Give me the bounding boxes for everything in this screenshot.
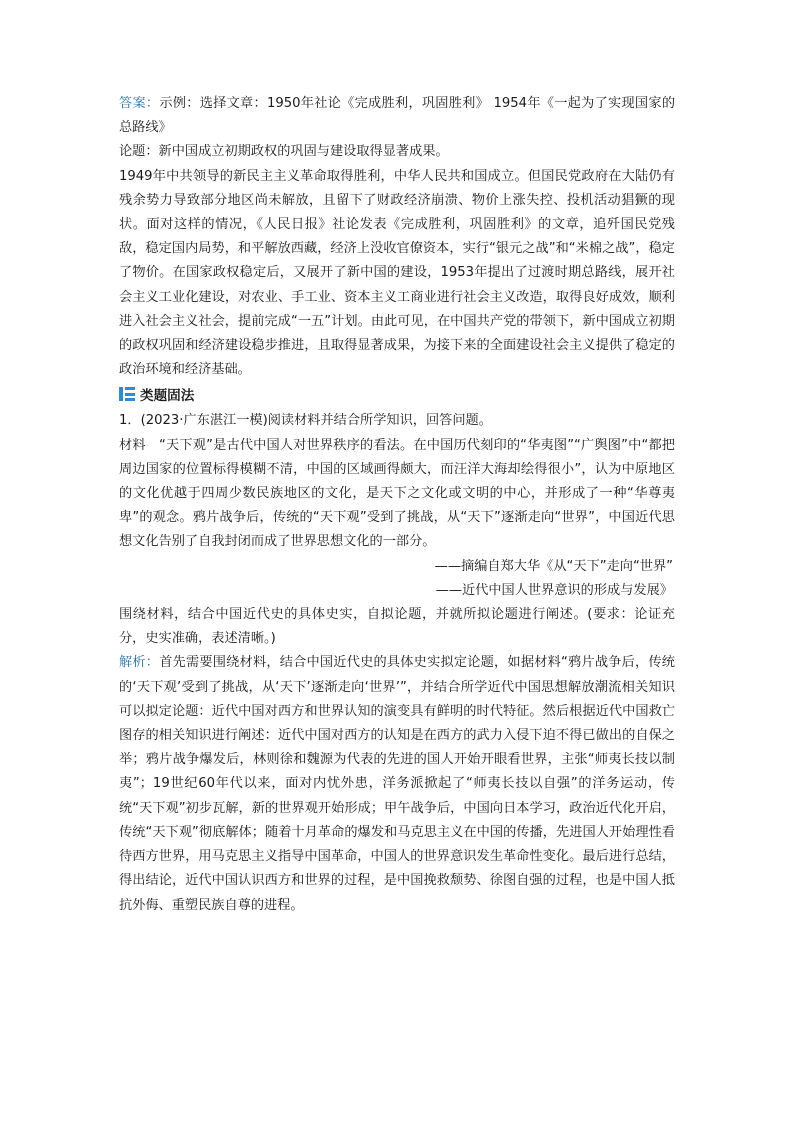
section-title: 类题固法 xyxy=(140,388,195,405)
analysis-paragraph xyxy=(119,651,675,917)
answer-paragraph xyxy=(119,92,675,140)
answer-label: 答案： xyxy=(119,96,160,111)
analysis-label: 解析： xyxy=(119,655,160,671)
document-page xyxy=(119,92,675,918)
answer-thesis: 论题：新中国成立初期政权的巩固与建设取得显著成果。 xyxy=(119,144,449,160)
answer-body: 1949年中共领导的新民主主义革命取得胜利，中华人民共和国成立。但国民党政府在大陆仍有残余势力导致部分地区尚未解放，且留下了财政经济崩溃、物价上涨失控、投机活动猖獗的现状。面对这样的情况，《人民日报》社论发表《完成胜利，巩固胜利》的文章，追歼国民党残敌，稳定国内局势，和平解放西藏，经济上没收官僚资本，实行“银元之战”和“米棉之战”，稳定了物价。在国家政权稳定后，又展开了新中国的建设，1953年提出了过渡时期总路线，展开社会主义工业化建设，对农业、手工业、资本主义工商业进行社会主义改造，取得良好成效，顺利进入社会主义社会，提前完成“一五”计划。由此可见，在中国共产党的带领下，新中国成立初期的政权巩固和经济建设稳步推进，且取得显著成果，为接下来的全面建设社会主义提供了稳定的政治环境和经济基础。 xyxy=(119,168,675,378)
question-stem: 1．(2023·广东湛江一模)阅读材料并结合所学知识，回答问题。 xyxy=(119,413,492,429)
source-line-2: ——近代中国人世界意识的形成与发展》 xyxy=(435,582,673,598)
source-line-1: ——摘编自郑大华《从“天下”走向“世界” xyxy=(434,558,673,574)
question-prompt: 围绕材料，结合中国近代史的具体史实，自拟论题，并就所拟论题进行阐述。(要求：论证充分，史实准确，表述清晰。) xyxy=(119,607,675,647)
section-list-icon xyxy=(119,387,135,401)
section-heading xyxy=(119,383,675,405)
answer-text: 示例：选择文章：1950年社论《完成胜利，巩固胜利》 1954年《一起为了实现国家的总路线》 xyxy=(119,96,676,136)
analysis-text: 首先需要围绕材料，结合中国近代史的具体史实拟定论题，如据材料“鸦片战争后，传统的‘天下观’受到了挑战，从‘天下’逐渐走向‘世界’”，并结合所学近代中国思想解放潮流相关知识可以拟定论题：近代中国对西方和世界认知的演变具有鲜明的时代特征。然后根据近代中国救亡图存的相关知识进行阐述：近代中国对西方的认知是在西方的武力入侵下迫不得已做出的自保之举；鸦片战争爆发后，林则徐和魏源为代表的先进的国人开始开眼看世界，主张“师夷长技以制夷”；19世纪60年代以来，面对内忧外患，洋务派掀起了“师夷长技以自强”的洋务运动，传统“天下观”初步瓦解，新的世界观开始形成；甲午战争后，中国向日本学习，政治近代化开启，传统“天下观”彻底解体；随着十月革命的爆发和马克思主义在中国的传播，先进国人开始理性看待西方世界，用马克思主义指导中国革命，中国人的世界意识发生革命性变化。最后进行总结，得出结论，近代中国认识西方和世界的过程，是中国挽救颓势、徐图自强的过程，也是中国人抵抗外侮、重塑民族自尊的进程。 xyxy=(119,655,675,913)
question-material: 材料 “天下观”是古代中国人对世界秩序的看法。在中国历代刻印的“华夷图”“广舆图”中“都把周边国家的位置标得模糊不清，中国的区域画得颇大，而汪洋大海却绘得很小”，认为中原地区的文化优越于四周少数民族地区的文化，是天下之文化或文明的中心，并形成了一种“华尊夷卑”的观念。鸦片战争后，传统的“天下观”受到了挑战，从“天下”逐渐走向“世界”，中国近代思想文化告别了自我封闭而成了世界思想文化的一部分。 xyxy=(119,437,675,550)
